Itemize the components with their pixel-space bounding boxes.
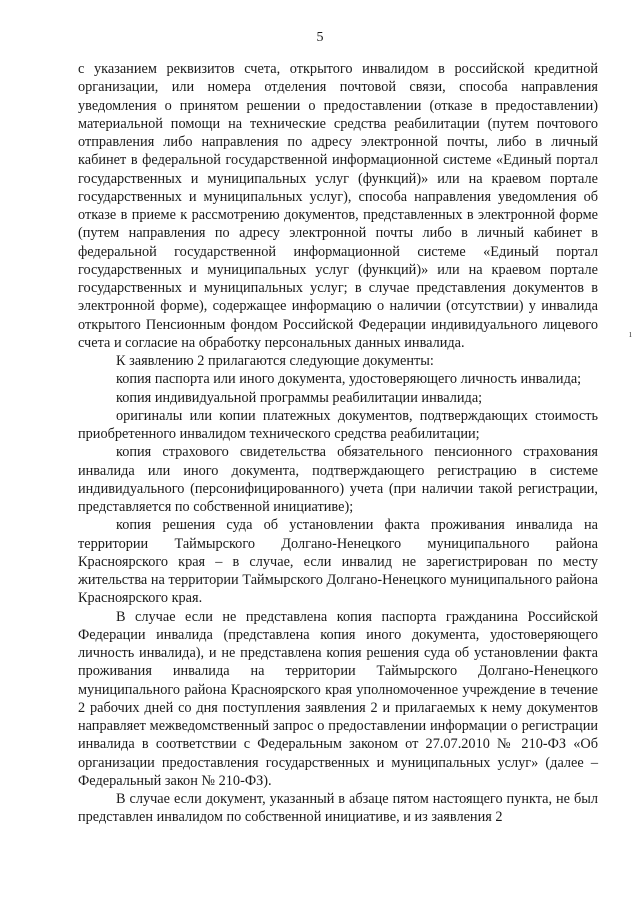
page-number: 5 [316,30,324,45]
paragraph-insurance-certificate: копия страхового свидетельства обязательного пенсионного страхования инвалида или иного документа, подтверждающего регистрацию в системе индивидуального (персонифицированного) учета (при наличии такой регистрации, представляется по собственной инициативе); [78,444,598,515]
paragraph-attachments-intro: К заявлению 2 прилагаются следующие документы: [116,353,434,369]
paragraph-account-details: с указанием реквизитов счета, открытого инвалидом в российской кредитной организации, или номера отделения почтовой связи, способа направления уведомления о принятом решении о предоставлении (отказе в предоставлении) материальной помощи на технические средства реабилитации (путем почтового отправления либо направления по адресу электронной почты, либо в личный кабинет в федеральной государственной информационной системе «Единый портал государственных и муниципальных услуг (функций)» или на краевом портале государственных и муниципальных услуг), способа направления уведомления об отказе в приеме к рассмотрению документов, представленных в электронной форме (путем направления по адресу электронной почты либо в личный кабинет в федеральной государственной информационной системе «Единый портал государственных и муниципальных услуг (функций)» или на краевом портале государственных и муниципальных услуг; в случае представления документов в электронной форме), содержащее информацию о наличии (отсутствии) у инвалида открытого Пенсионным фондом Российской Федерации индивидуального лицевого счета и согласие на обработку персональных данных инвалида. [78,61,598,351]
paragraph-interagency-request: В случае если не представлена копия паспорта гражданина Российской Федерации инвалида (представлена копия иного документа, удостоверяющего личность инвалида), и не представлена копия решения суда об установлении факта проживания инвалида на территории Таймырского Долгано-Ненецкого муниципального района Красноярского края уполномоченное учреждение в течение 2 рабочих дней со дня поступления заявления 2 и прилагаемых к нему документов направляет межведомственный запрос о предоставлении информации о регистрации инвалида в соответствии с Федеральным законом от 27.07.2010 № 210-ФЗ «Об организации предоставления государственных и муниципальных услуг» (далее – Федеральный закон № 210-ФЗ). [78,608,598,789]
paragraph-fifth-paragraph-document: В случае если документ, указанный в абзаце пятом настоящего пункта, не был представлен инвалидом по собственной инициативе, и из заявления 2 [78,791,598,826]
body-text [78,60,598,827]
paragraph-rehab-program-copy: копия индивидуальной программы реабилитации инвалида; [116,389,483,406]
paragraph-passport-copy: копия паспорта или иного документа, удостоверяющего личность инвалида; [116,371,582,388]
paragraph-payment-documents: оригиналы или копии платежных документов, подтверждающих стоимость приобретенного инвалидом технического средства реабилитации; [78,407,598,442]
paragraph-court-decision: копия решения суда об установлении факта проживания инвалида на территории Таймырского Долгано-Ненецкого муниципального района Красноярского края – в случае, если инвалид не зарегистрирован по месту жительства на территории Таймырского Долгано-Ненецкого муниципального района Красноярского края. [78,517,598,607]
margin-mark: ı [629,329,632,340]
